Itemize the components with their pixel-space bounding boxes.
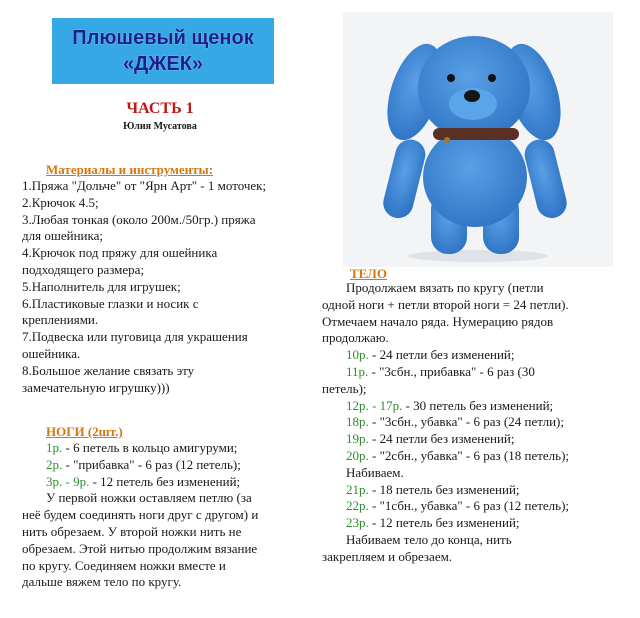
materials-line: подходящего размера; — [22, 261, 145, 277]
row-number: 22р. — [346, 498, 369, 514]
row-number: 10р. — [346, 347, 369, 363]
row-instruction — [322, 347, 569, 364]
row-instruction — [322, 482, 569, 499]
legs-instructions — [22, 440, 258, 591]
author-name: Юлия Мусатова — [123, 121, 197, 132]
row-number: 23р. — [346, 515, 369, 531]
materials-line: 6.Пластиковые глазки и носик с — [22, 295, 199, 311]
body-text-line: Набиваем. — [346, 464, 404, 480]
row-number: 2р. — [46, 456, 63, 472]
row-number: 3р. - 9р. — [46, 473, 90, 489]
legs-text-line: по кругу. Соединяем ножки вместе и — [22, 557, 226, 573]
row-number: 1р. — [46, 440, 63, 455]
row-text: - "прибавка" - 6 раз (12 петель); — [62, 456, 241, 472]
body-instructions — [322, 280, 569, 566]
legs-text-line: неё будем соединять ноги друг с другом) и — [22, 507, 259, 523]
title-banner — [52, 18, 274, 84]
materials-line: замечательную игрушку))) — [22, 379, 170, 395]
body-heading: ТЕЛО — [350, 266, 387, 281]
materials-line: 7.Подвеска или пуговица для украшения — [22, 329, 248, 345]
row-text: - 24 петли без изменений; — [368, 431, 515, 447]
row-text: - 18 петель без изменений; — [368, 481, 520, 497]
materials-line: 5.Наполнитель для игрушек; — [22, 278, 181, 294]
row-instruction — [322, 431, 569, 448]
row-instruction — [322, 498, 569, 515]
part-label: ЧАСТЬ 1 — [126, 100, 194, 117]
materials-line: 4.Крючок под пряжу для ошейника — [22, 245, 218, 261]
row-instruction — [322, 448, 569, 465]
row-instruction — [322, 515, 569, 532]
legs-text-line: обрезаем. Этой нитью продолжим вязание — [22, 540, 258, 556]
title-line-2: «ДЖЕК» — [122, 53, 204, 75]
row-text: - 6 петель в кольцо амигуруми; — [62, 440, 238, 455]
row-number: 12р. - 17р. — [346, 397, 403, 413]
row-number: 18р. — [346, 414, 369, 430]
body-outro-line: закрепляем и обрезаем. — [322, 548, 453, 564]
legs-text-line: дальше вяжем тело по кругу. — [22, 574, 182, 590]
row-number: 21р. — [346, 481, 369, 497]
row-text: - "3сбн., убавка" - 6 раз (24 петли); — [368, 414, 564, 430]
body-intro-line: Отмечаем начало ряда. Нумерацию рядов — [322, 313, 554, 329]
legs-heading: НОГИ (2шт.) — [46, 424, 123, 439]
row-text: - "1сбн., убавка" - 6 раз (12 петель); — [368, 498, 570, 514]
materials-line: 1.Пряжа "Дольче" от "Ярн Арт" - 1 моточек; — [22, 178, 267, 193]
materials-line: 8.Большое желание связать эту — [22, 362, 195, 378]
body-intro-line: одной ноги + петли второй ноги = 24 петли). — [322, 296, 569, 312]
row-text: - 24 петли без изменений; — [368, 347, 515, 363]
materials-line: 3.Любая тонкая (около 200м./50гр.) пряжа — [22, 211, 256, 227]
materials-line: креплениями. — [22, 312, 99, 328]
row-instruction — [22, 440, 258, 457]
blue-puppy-image — [343, 12, 613, 267]
row-number: 20р. — [346, 447, 369, 463]
toy-photo — [343, 12, 613, 267]
row-instruction — [22, 457, 258, 474]
row-text: - 12 петель без изменений; — [368, 515, 520, 531]
legs-text-line: нить обрезаем. У второй ножки нить не — [22, 523, 242, 539]
row-text: - "2сбн., убавка" - 6 раз (18 петель); — [368, 447, 570, 463]
row-text: - 12 петель без изменений; — [89, 473, 241, 489]
body-intro-line: Продолжаем вязать по кругу (петли — [346, 280, 544, 295]
body-outro-line: Набиваем тело до конца, нить — [346, 531, 512, 547]
body-intro-line: продолжаю. — [322, 330, 389, 346]
materials-line: ошейника. — [22, 345, 81, 361]
row-instruction — [322, 364, 569, 381]
materials-list — [22, 178, 266, 396]
row-text: - "3сбн., прибавка" - 6 раз (30 — [368, 363, 535, 379]
row-text: - 30 петель без изменений; — [402, 397, 554, 413]
row-instruction — [322, 398, 569, 415]
title-line-1: Плюшевый щенок — [72, 27, 254, 49]
row-number: 19р. — [346, 431, 369, 447]
materials-heading: Материалы и инструменты: — [46, 162, 214, 177]
materials-line: для ошейника; — [22, 228, 103, 244]
body-text-line: петель); — [322, 380, 367, 396]
legs-text-line: У первой ножки оставляем петлю (за — [46, 490, 252, 506]
row-number: 11р. — [346, 363, 369, 379]
materials-line: 2.Крючок 4.5; — [22, 194, 99, 210]
row-instruction — [22, 474, 258, 491]
row-instruction — [322, 414, 569, 431]
